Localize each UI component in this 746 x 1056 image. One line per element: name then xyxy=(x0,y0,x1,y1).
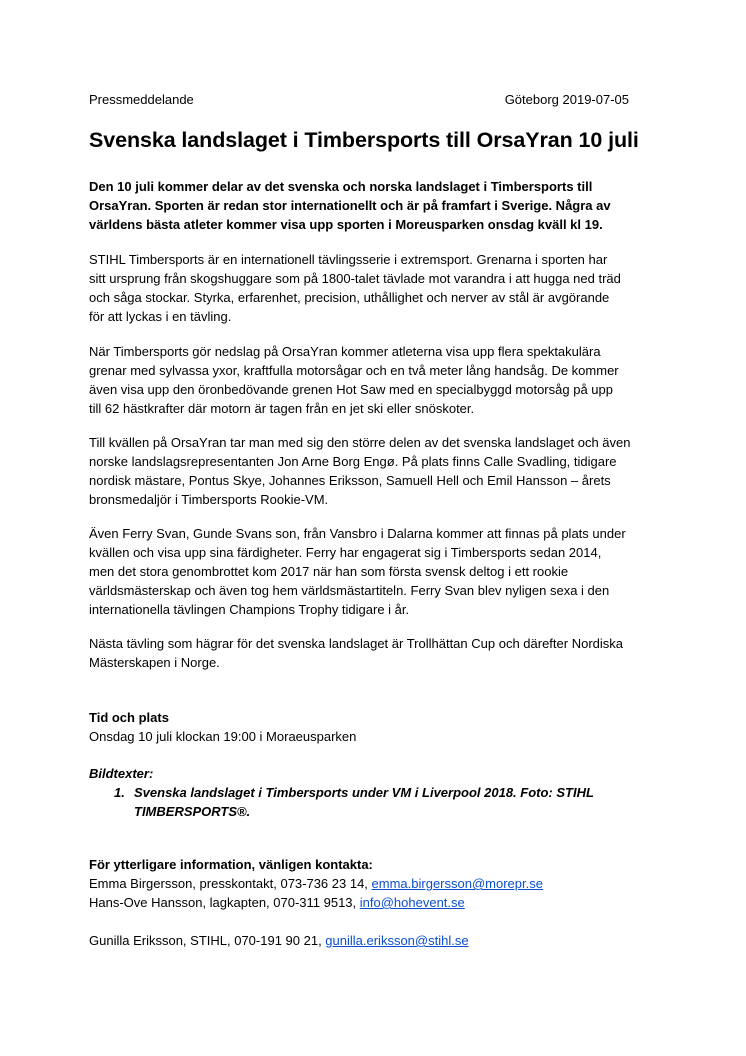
paragraph-line: även visa upp den öronbedövande grenen Hot Saw med en specialbyggd motorsåg på upp xyxy=(89,382,613,397)
press-release-label: Pressmeddelande xyxy=(89,92,194,107)
paragraph-line: för att lyckas i en tävling. xyxy=(89,309,232,324)
caption-text: TIMBERSPORTS®. xyxy=(134,804,251,819)
email-link[interactable]: gunilla.eriksson@stihl.se xyxy=(325,933,469,948)
paragraph-line: bronsmedaljör i Timbersports Rookie-VM. xyxy=(89,492,329,507)
paragraph-line: kvällen och visa upp sina färdigheter. Ferry har engagerat sig i Timbersports sedan 2014, xyxy=(89,545,602,560)
caption-number: 1. xyxy=(114,785,125,800)
paragraph-line: till 62 hästkrafter där motorn är tagen från en jet ski eller snöskoter. xyxy=(89,401,475,416)
paragraph-line: men det stora genombrottet kom 2017 när han som första svensk deltog i ett rookie xyxy=(89,564,569,579)
contact-details: Gunilla Eriksson, STIHL, 070-191 90 21, xyxy=(89,933,326,948)
spacer xyxy=(89,912,649,931)
captions-section xyxy=(89,764,649,821)
lead-line: OrsaYran. Sporten är redan stor internationellt och är på framfart i Sverige. Några av xyxy=(89,198,611,213)
paragraph-line: norske landslagsrepresentanten Jon Arne Borg Engø. På plats finns Calle Svadling, tidigare xyxy=(89,454,617,469)
contact-heading: För ytterligare information, vänligen kontakta: xyxy=(89,857,373,872)
email-link[interactable]: emma.birgersson@morepr.se xyxy=(371,876,543,891)
caption-text: Svenska landslaget i Timbersports under VM i Liverpool 2018. Foto: STIHL xyxy=(134,785,594,800)
body-paragraph-5 xyxy=(89,634,649,672)
contact-section xyxy=(89,855,649,950)
body-paragraph-3 xyxy=(89,433,649,509)
contact-line xyxy=(89,931,649,950)
dateline: Göteborg 2019-07-05 xyxy=(504,92,629,107)
time-place-section xyxy=(89,708,649,746)
body-paragraph-2 xyxy=(89,342,649,418)
paragraph-line: internationella tävlingen Champions Trophy tidigare i år. xyxy=(89,602,410,617)
paragraph-line: STIHL Timbersports är en internationell tävlingsserie i extremsport. Grenarna i sporten har xyxy=(89,252,608,267)
paragraph-line: Även Ferry Svan, Gunde Svans son, från Vansbro i Dalarna kommer att finnas på plats under xyxy=(89,526,626,541)
contact-details: Emma Birgersson, presskontakt, 073-736 23 14, xyxy=(89,876,372,891)
paragraph-line: Till kvällen på OrsaYran tar man med sig den större delen av det svenska landslaget och även xyxy=(89,435,631,450)
paragraph-line: och såga stockar. Styrka, erfarenhet, precision, uthållighet och nerver av stål är avgörande xyxy=(89,290,610,305)
email-link[interactable]: info@hohevent.se xyxy=(359,895,465,910)
paragraph-line: sitt ursprung från skogshuggare som på 1800-talet tävlade mot varandra i att hugga ned träd xyxy=(89,271,621,286)
page-title: Svenska landslaget i Timbersports till OrsaYran 10 juli xyxy=(89,128,639,152)
paragraph-line: Mästerskapen i Norge. xyxy=(89,655,220,670)
lead-paragraph xyxy=(89,177,649,234)
time-place-text: Onsdag 10 juli klockan 19:00 i Moraeusparken xyxy=(89,729,357,744)
body-paragraph-1 xyxy=(89,250,649,326)
paragraph-line: världsmästerskap och även tog hem världsmästartiteln. Ferry Svan blev nyligen sexa i den xyxy=(89,583,610,598)
paragraph-line: Nästa tävling som hägrar för det svenska landslaget är Trollhättan Cup och därefter Nordiska xyxy=(89,636,623,651)
lead-line: världens bästa atleter kommer visa upp sporten i Moreusparken onsdag kväll kl 19. xyxy=(89,217,603,232)
paragraph-line: När Timbersports gör nedslag på OrsaYran kommer atleterna visa upp flera spektakulära xyxy=(89,344,601,359)
paragraph-line: grenar med sylvassa yxor, kraftfulla motorsågar och en två meter lång handsåg. De kommer xyxy=(89,363,619,378)
caption-item xyxy=(89,783,649,821)
captions-heading: Bildtexter: xyxy=(89,766,154,781)
paragraph-line: nordisk mästare, Pontus Skye, Johannes Eriksson, Samuell Hell och Emil Hansson – årets xyxy=(89,473,611,488)
contact-line xyxy=(89,893,649,912)
contact-details: Hans-Ove Hansson, lagkapten, 070-311 9513, xyxy=(89,895,360,910)
body-paragraph-4 xyxy=(89,524,649,619)
contact-line xyxy=(89,874,649,893)
lead-line: Den 10 juli kommer delar av det svenska och norska landslaget i Timbersports till xyxy=(89,179,593,194)
time-place-heading: Tid och plats xyxy=(89,710,169,725)
